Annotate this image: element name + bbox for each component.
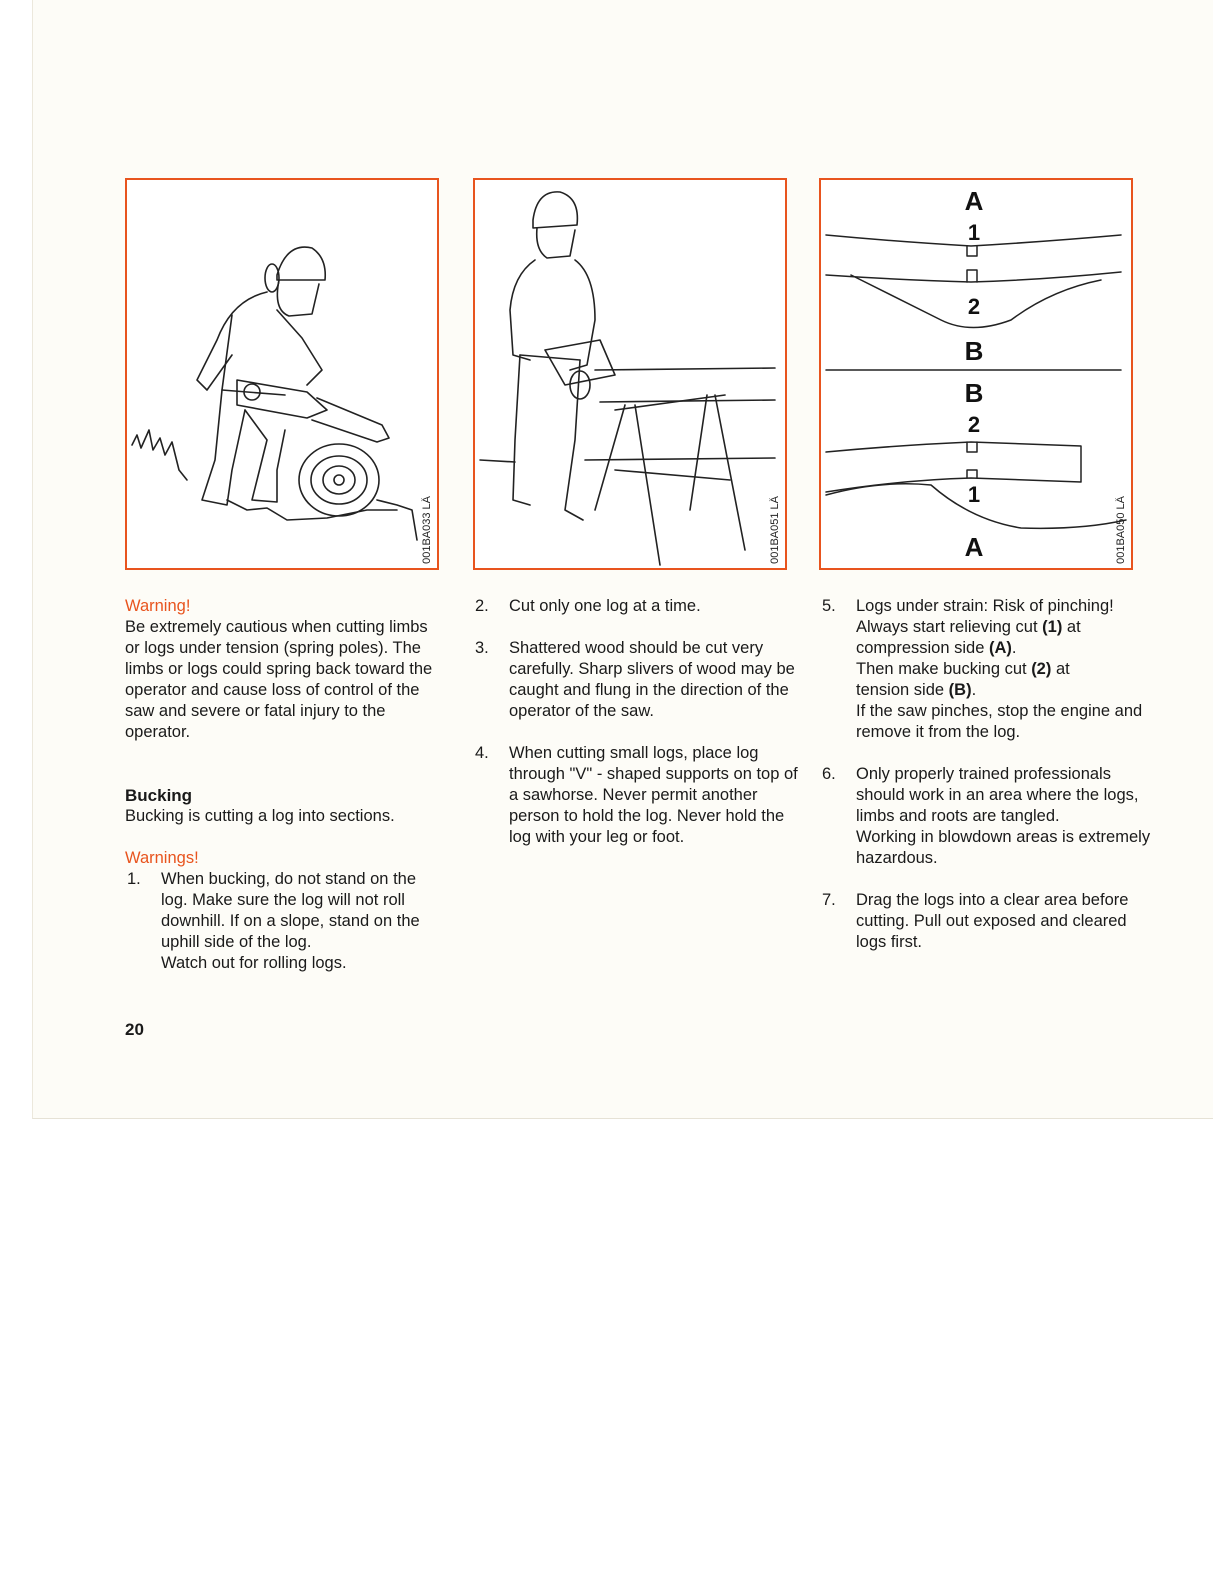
item-number: 5. xyxy=(822,597,836,615)
label-a-top: A xyxy=(964,186,984,216)
figure-sawhorse-cutting xyxy=(473,178,787,570)
item-line: compression side (A). xyxy=(856,639,1017,657)
item-text: When bucking, do not stand on the log. Make sure the log will not roll downhill. If on a slope, stand on the uphill side of the log. xyxy=(161,870,420,951)
figure-code: 001BA050 LÄ xyxy=(1115,496,1127,564)
item-number: 6. xyxy=(822,765,836,783)
item-number: 2. xyxy=(475,597,489,615)
item-line: Always start relieving cut (1) at xyxy=(856,618,1081,636)
label-b-bottom: B xyxy=(964,378,984,408)
item-extra-text: Working in blowdown areas is extremely hazardous. xyxy=(856,828,1151,867)
bucking-text: Bucking is cutting a log into sections. xyxy=(125,807,395,825)
item-number: 4. xyxy=(475,744,489,762)
page-number: 20 xyxy=(125,1020,144,1039)
label-2-bottom: 2 xyxy=(967,412,981,437)
log-strain-diagram xyxy=(821,180,1131,568)
list-item-2 xyxy=(473,596,799,617)
item-text: Shattered wood should be cut very carefully. Sharp slivers of wood may be caught and flung in the direction of the operator of the saw. xyxy=(509,639,795,720)
item-text: Drag the logs into a clear area before cutting. Pull out exposed and cleared logs first. xyxy=(856,891,1129,951)
list-item-1 xyxy=(125,869,435,974)
figure-code: 001BA033 LÄ xyxy=(421,496,433,564)
list-item-3 xyxy=(473,638,799,722)
item-extra-text: Watch out for rolling logs. xyxy=(161,954,347,972)
list-item-4 xyxy=(473,743,799,848)
item-number: 7. xyxy=(822,891,836,909)
bucking-heading: Bucking xyxy=(125,786,193,805)
item-line: Logs under strain: Risk of pinching! xyxy=(856,597,1114,615)
operator-sawhorse-illustration xyxy=(475,180,785,568)
middle-column xyxy=(473,596,799,848)
figure-code: 001BA051 LÄ xyxy=(769,496,781,564)
warning-heading: Warning! xyxy=(125,597,191,615)
item-line: tension side (B). xyxy=(856,681,977,699)
list-item-6 xyxy=(820,764,1156,869)
item-text: When cutting small logs, place log through "V" - shaped supports on top of a sawhorse. Never permit another person to hold the log. Never hold the log with your leg or foot. xyxy=(509,744,798,846)
item-line: Then make bucking cut (2) at xyxy=(856,660,1070,678)
label-1-top: 1 xyxy=(967,220,981,245)
operator-cutting-ground-log-illustration xyxy=(127,180,437,568)
label-2-top: 2 xyxy=(967,294,981,319)
list-item-7 xyxy=(820,890,1156,953)
list-item-5 xyxy=(820,596,1156,743)
warning-text: Be extremely cautious when cutting limbs or logs under tension (spring poles). The limbs or logs could spring back toward the operator and cause loss of control of the saw and severe or fatal injury to the operator. xyxy=(125,618,433,741)
item-number: 3. xyxy=(475,639,489,657)
item-text: Cut only one log at a time. xyxy=(509,597,701,615)
right-column xyxy=(820,596,1156,953)
figure-limbing-under-tension xyxy=(125,178,439,570)
item-number: 1. xyxy=(127,870,141,888)
label-a-bottom: A xyxy=(964,532,984,562)
item-text: Only properly trained professionals should work in an area where the logs, limbs and roots are tangled. xyxy=(856,765,1139,825)
label-b-top: B xyxy=(964,336,984,366)
item-line: If the saw pinches, stop the engine and remove it from the log. xyxy=(856,702,1143,741)
label-1-bottom: 1 xyxy=(967,482,981,507)
warnings-heading: Warnings! xyxy=(125,849,199,867)
left-column xyxy=(125,596,435,974)
figure-compression-tension-diagram xyxy=(819,178,1133,570)
